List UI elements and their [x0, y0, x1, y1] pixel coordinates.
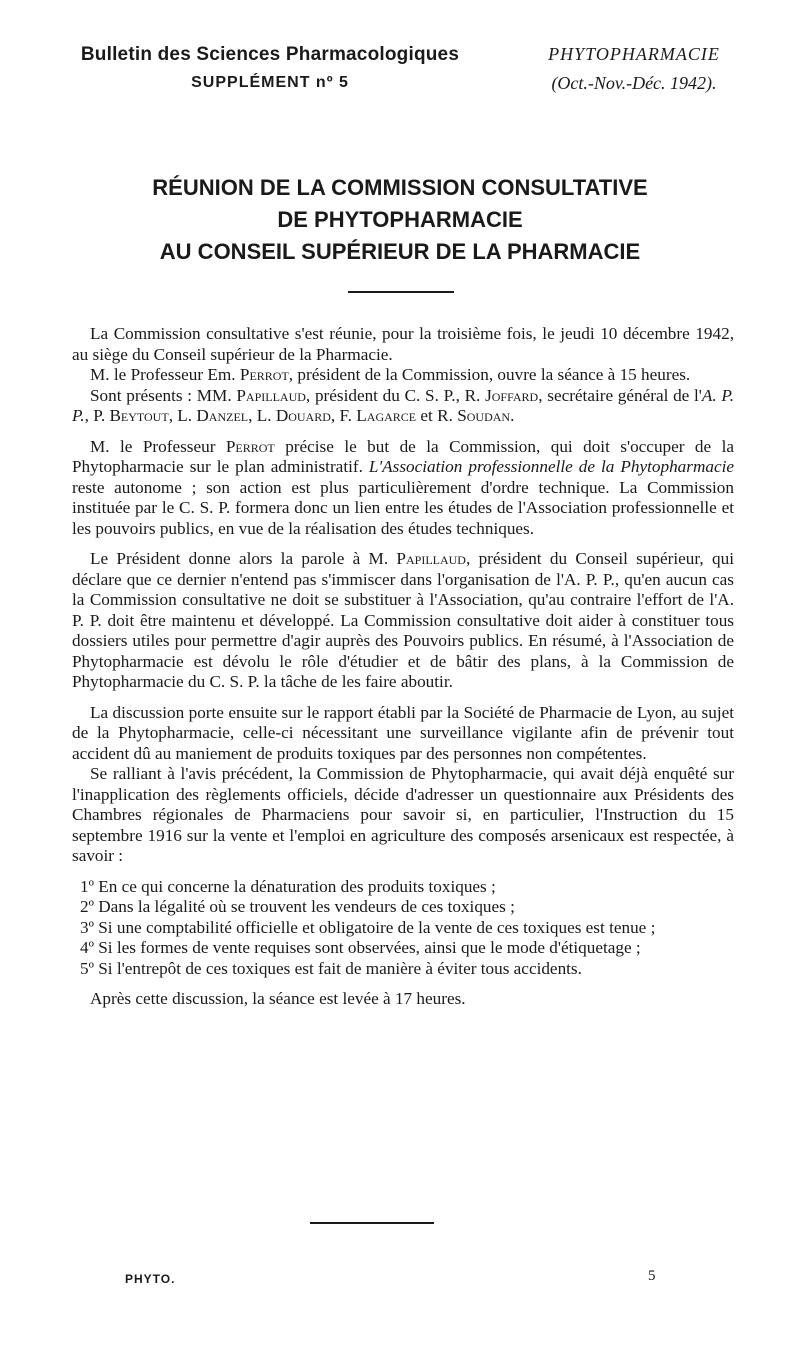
- list-item: 2º Dans la légalité où se trouvent les vendeurs de ces toxiques ;: [80, 897, 515, 916]
- person-name: Perrot: [225, 436, 275, 456]
- journal-header: [75, 44, 465, 92]
- list-item: 3º Si une comptabilité officielle et obligatoire de la vente de ces toxiques est tenue ;: [80, 917, 656, 937]
- title-line-3: AU CONSEIL SUPÉRIEUR DE LA PHARMACIE: [159, 239, 641, 264]
- article-title: [60, 172, 740, 268]
- issue-dates: (Oct.-Nov.-Déc. 1942).: [551, 73, 717, 93]
- footer-label: PHYTO.: [125, 1272, 176, 1286]
- list-item: 1º En ce qui concerne la dénaturation des produits toxiques ;: [80, 876, 496, 896]
- title-line-1: RÉUNION DE LA COMMISSION CONSULTATIVE: [152, 175, 648, 200]
- paragraph-6: La discussion porte ensuite sur le rapport établi par la Société de Pharmacie de Lyon, au sujet de la Phytopharmacie, celle-ci nécessitant une surveillance vigilante afin de prévenir tout accident dû au maniement de produits toxiques par des personnes non compétentes.: [72, 702, 734, 763]
- person-name: Papillaud: [236, 385, 306, 405]
- supplement-number: SUPPLÉMENT nº 5: [191, 74, 349, 91]
- paragraph-7: Se ralliant à l'avis précédent, la Commission de Phytopharmacie, qui avait déjà enquêté sur l'inapplication des règlements officiels, décide d'adresser un questionnaire aux Présidents des Chambres régionales de Pharmaciens pour savoir si, en particulier, l'Instruction du 15 septembre 1916 sur la vente et l'emploi en agriculture des composés arsenicaux est respectée, à savoir :: [72, 764, 734, 865]
- person-name: Papillaud: [396, 549, 466, 568]
- end-divider: [310, 1222, 434, 1224]
- article-body: [72, 324, 734, 1010]
- section-title: PHYTOPHARMACIE: [548, 44, 720, 64]
- section-header: [528, 44, 740, 94]
- journal-title: Bulletin des Sciences Pharmacologiques: [80, 44, 460, 65]
- person-name: Douard: [275, 406, 331, 425]
- page-number: 5: [648, 1268, 656, 1284]
- paragraph-3: Sont présents : MM. Papillaud, président du C. S. P., R. Joffard, secrétaire général de l'A. P. P., P. Beytout, L. Danzel, L. Douard, F. Lagarce et R. Soudan.: [72, 385, 735, 425]
- person-name: Soudan: [457, 406, 511, 425]
- paragraph-4: M. le Professeur Perrot précise le but de la Commission, qui doit s'occuper de la Phytopharmacie sur le plan administratif. L'Association professionnelle de la Phytopharmacie reste autonome ; son action est plus particulièrement d'ordre technique. La Commission instituée par le C. S. P. formera donc un lien entre les études de l'Association professionnelle et les pouvoirs publics, en vue de la réalisation des études techniques.: [72, 436, 734, 538]
- person-name: Perrot: [239, 365, 289, 384]
- title-divider: [348, 291, 454, 293]
- person-name: Joffard: [485, 385, 539, 405]
- paragraph-2: M. le Professeur Em. Perrot, président de la Commission, ouvre la séance à 15 heures.: [90, 365, 691, 384]
- person-name: Lagarce: [356, 406, 417, 425]
- paragraph-5: Le Président donne alors la parole à M. Papillaud, président du Conseil supérieur, qui déclare que ce dernier n'entend pas s'immiscer dans l'organisation de l'A. P. P., qu'en aucun cas la Commission consultative ne doit se substituer à l'Association, qu'au contraire l'effort de l'A. P. P. doit être maintenu et développé. La Commission consultative doit aider à constituer tous dossiers utiles pour permettre d'agir auprès des Pouvoirs publics. En résumé, à l'Association de Phytopharmacie est dévolu le rôle d'étudier et de bâtir des plans, à la Commission de Phytopharmacie du C. S. P. la tâche de les faire aboutir.: [72, 549, 734, 691]
- paragraph-1: La Commission consultative s'est réunie, pour la troisième fois, le jeudi 10 décembre 1942, au siège du Conseil supérieur de la Pharmacie.: [72, 324, 734, 364]
- person-name: Beytout: [109, 406, 169, 425]
- person-name: Danzel: [196, 406, 249, 425]
- closing-paragraph: Après cette discussion, la séance est levée à 17 heures.: [90, 989, 466, 1008]
- list-item: 4º Si les formes de vente requises sont observées, ainsi que le mode d'étiquetage ;: [80, 938, 641, 957]
- list-item: 5º Si l'entrepôt de ces toxiques est fait de manière à éviter tous accidents.: [80, 958, 582, 978]
- title-line-2: DE PHYTOPHARMACIE: [277, 207, 523, 232]
- questionnaire-list: [72, 877, 734, 980]
